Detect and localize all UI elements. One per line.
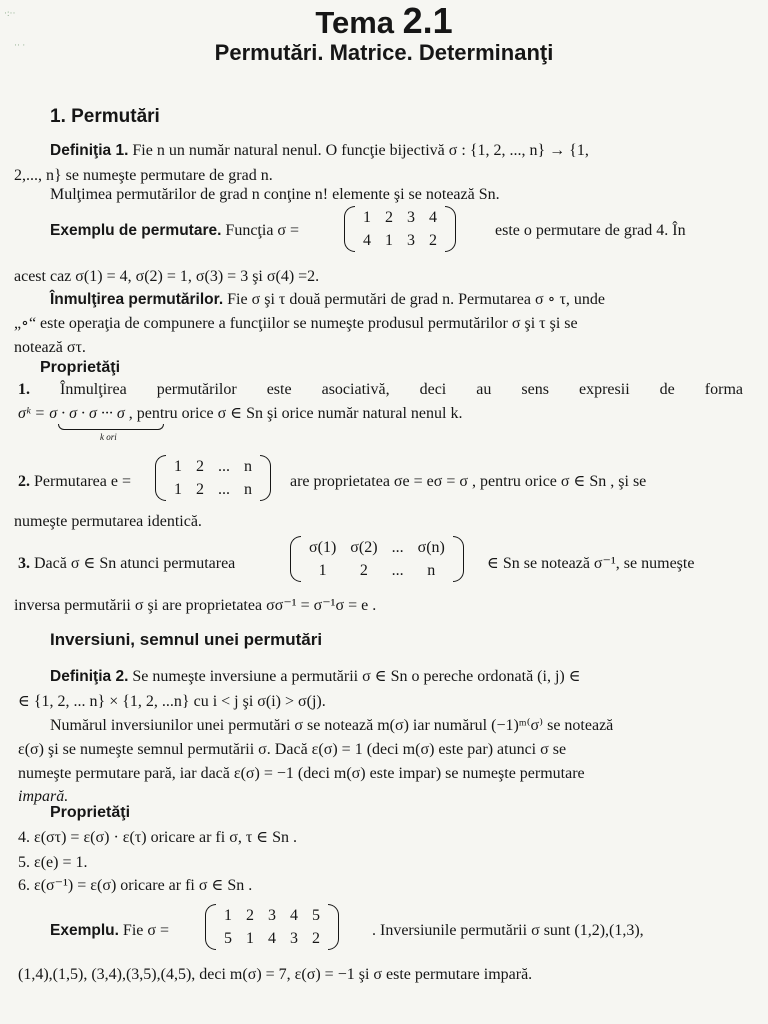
page-subtitle: Permutări. Matrice. Determinanţi xyxy=(214,40,554,65)
definition-2-line-2: ∈ {1, 2, ... n} × {1, 2, ...n} cu i < j şi σ(i) > σ(j). xyxy=(18,693,326,710)
multiplication-line-2: „∘“ este operaţia de compunere a funcţiilor se numeşte produsul permutărilor σ şi τ şi se xyxy=(14,315,578,332)
multiplication-line-3: notează στ. xyxy=(14,339,86,356)
property-3-after: ∈ Sn se notează σ⁻¹, se numeşte xyxy=(487,555,695,572)
definition-2-label: Definiţia 2. xyxy=(50,668,129,685)
property-6: 6. ε(σ⁻¹) = ε(σ) oricare ar fi σ ∈ Sn . xyxy=(18,877,253,894)
example-2-line-2: (1,4),(1,5), (3,4),(3,5),(4,5), deci m(σ) = 7, ε(σ) = −1 şi σ este permutare impară. xyxy=(18,966,533,983)
example-2-pre: Fie σ = xyxy=(122,922,170,939)
definition-1-label: Definiţia 1. xyxy=(50,142,129,159)
matrix-row: 1 2 3 4 xyxy=(363,209,437,226)
matrix-row: 4 1 3 2 xyxy=(363,232,437,249)
section-heading-permutari: 1. Permutări xyxy=(50,106,160,127)
property-2-after: are proprietatea σe = eσ = σ , pentru orice σ ∈ Sn , şi se xyxy=(290,473,647,490)
title-prefix: Tema xyxy=(315,5,403,40)
example-permutation-func: Funcţia σ = xyxy=(225,222,300,239)
matrix-row: 5 1 4 3 2 xyxy=(224,930,320,947)
property-2-line-2: numeşte permutarea identică. xyxy=(14,513,202,530)
property-1-formula xyxy=(18,404,462,424)
definition-1-line-2: 2,..., n} se numeşte permutare de grad n. xyxy=(14,167,273,184)
example-permutation-intro xyxy=(50,221,299,241)
example-2-matrix xyxy=(205,904,339,950)
definition-2-line-5: numeşte permutare pară, iar dacă ε(σ) = −1 (deci m(σ) este impar) se numeşte permutare xyxy=(18,765,585,782)
underbrace-label: k ori xyxy=(100,432,117,442)
property-3-line-2: inversa permutării σ şi are proprietatea σσ⁻¹ = σ⁻¹σ = e . xyxy=(14,597,377,614)
inverse-permutation-matrix xyxy=(290,536,464,582)
matrix-row: 1 2 ... n xyxy=(174,481,252,498)
property-1-number: 1. xyxy=(18,381,30,398)
example-2-label: Exemplu. xyxy=(50,922,119,939)
property-1-text: Înmulţirea permutărilor este asociativă, deci au sens expresii de forma xyxy=(60,381,743,398)
property-1-tail: , pentru orice σ ∈ Sn şi orice număr natural nenul k. xyxy=(128,405,463,422)
properties-heading-2: Proprietăţi xyxy=(50,804,131,821)
scan-smudge: ·:·· xyxy=(4,8,16,18)
definition-1-line-1 xyxy=(50,141,745,161)
property-4: 4. ε(στ) = ε(σ) · ε(τ) oricare ar fi σ, τ ∈ Sn . xyxy=(18,829,297,846)
scan-smudge: ·· · xyxy=(14,40,26,50)
matrix-row: 1 2 ... n xyxy=(174,458,252,475)
definition-2-line-6: impară. xyxy=(18,788,69,805)
property-2-pre: Permutarea e = xyxy=(34,473,131,490)
property-1-power: σᵏ = σ · σ · σ ··· σ xyxy=(18,405,125,422)
property-3-pre: Dacă σ ∈ Sn atunci permutarea xyxy=(34,555,236,572)
definition-2-line-3: Numărul inversiunilor unei permutări σ se notează m(σ) iar numărul (−1)ᵐ⁽σ⁾ se notează xyxy=(50,717,614,734)
matrix-row: 1 2 3 4 5 xyxy=(224,907,320,924)
multiplication-text: Fie σ şi τ două permutări de grad n. Permutarea σ ∘ τ, unde xyxy=(227,291,605,308)
matrix-row: σ(1) σ(2) ... σ(n) xyxy=(309,539,445,556)
multiplication-label: Înmulţirea permutărilor. xyxy=(50,291,224,308)
example-permutation-values: acest caz σ(1) = 4, σ(2) = 1, σ(3) = 3 şi σ(4) =2. xyxy=(14,268,320,285)
property-5: 5. ε(e) = 1. xyxy=(18,854,88,871)
example-permutation-label: Exemplu de permutare. xyxy=(50,222,222,239)
definition-1-text: Fie n un număr natural nenul. O funcţie bijectivă σ : {1, 2, ..., n} → {1, xyxy=(132,142,589,159)
property-2-line-1 xyxy=(18,472,131,492)
definition-2-text: Se numeşte inversiune a permutării σ ∈ Sn o pereche ordonată (i, j) ∈ xyxy=(132,668,581,685)
example-permutation-matrix xyxy=(344,206,456,252)
property-1-line-1 xyxy=(18,380,743,400)
underbrace xyxy=(58,424,164,430)
property-2-number: 2. xyxy=(18,473,30,490)
page-title xyxy=(0,0,768,42)
example-permutation-after: este o permutare de grad 4. În xyxy=(495,222,686,239)
definition-2-line-4: ε(σ) şi se numeşte semnul permutării σ. Dacă ε(σ) = 1 (deci m(σ) este par) atunci σ se xyxy=(18,741,567,758)
section-heading-inversiuni: Inversiuni, semnul unei permutări xyxy=(50,630,323,649)
definition-2-line-1 xyxy=(50,667,745,687)
property-3-number: 3. xyxy=(18,555,30,572)
matrix-row: 1 2 ... n xyxy=(318,562,436,579)
properties-heading-1: Proprietăţi xyxy=(40,359,121,376)
title-number: 2.1 xyxy=(402,0,453,41)
multiplication-line-1 xyxy=(50,290,605,310)
property-3-line-1 xyxy=(18,554,235,574)
example-2-intro xyxy=(50,921,169,941)
identity-permutation-matrix xyxy=(155,455,271,501)
definition-1-line-3: Mulţimea permutărilor de grad n conţine n! elemente şi se notează Sn. xyxy=(50,186,500,203)
example-2-after: . Inversiunile permutării σ sunt (1,2),(1,3), xyxy=(372,922,644,939)
